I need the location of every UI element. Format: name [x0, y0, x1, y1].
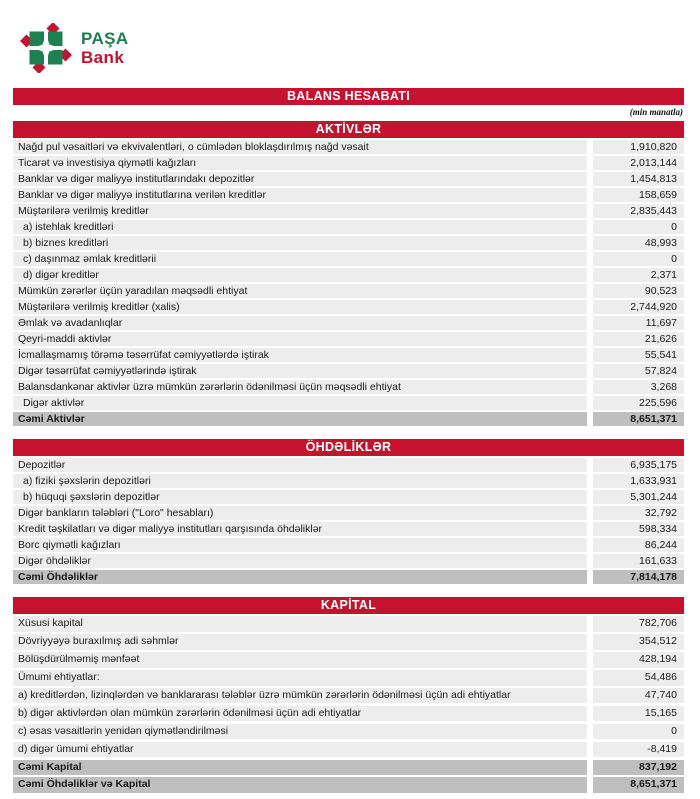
row-value: 428,194: [593, 652, 684, 668]
table-row: [13, 458, 684, 472]
unit-note: (min manatla): [629, 107, 683, 117]
row-label: Digər aktivlər: [13, 396, 587, 410]
table-row: [13, 522, 684, 536]
section-rows: [13, 458, 684, 584]
table-row: [13, 156, 684, 170]
row-label: Banklar və digər maliyyə institutlarına verilən kreditlər: [13, 188, 587, 202]
row-value: 158,659: [593, 188, 684, 202]
table-row: [13, 188, 684, 202]
row-value: 47,740: [593, 688, 684, 704]
sections-container: [13, 121, 684, 793]
row-value: 7,814,178: [593, 570, 684, 584]
row-label: Borc qiymətli kağızları: [13, 538, 587, 552]
row-label: a) fiziki şəxslərin depozitləri: [13, 474, 587, 488]
table-row: [13, 252, 684, 266]
report-title: BALANS HESABATI: [13, 88, 684, 105]
table-row: [13, 490, 684, 504]
row-value: 161,633: [593, 554, 684, 568]
row-label: İcmallaşmamış törəmə təsərrüfat cəmiyyətlərdə iştirak: [13, 348, 587, 362]
row-label: Ümumi ehtiyatlar:: [13, 670, 587, 686]
section-rows: [13, 140, 684, 426]
table-row: [13, 348, 684, 362]
row-label: c) əsas vəsaitlərin yenidən qiymətləndirilməsi: [13, 724, 587, 740]
table-row: [13, 204, 684, 218]
row-value: 2,371: [593, 268, 684, 282]
section-header: KAPİTAL: [13, 597, 684, 614]
total-row: [13, 412, 684, 426]
row-value: 32,792: [593, 506, 684, 520]
row-label: Cəmi Öhdəliklər: [13, 570, 587, 584]
table-row: [13, 616, 684, 632]
row-label: Mümkün zərərlər üçün yaradılan məqsədli ehtiyat: [13, 284, 587, 298]
row-value: 6,935,175: [593, 458, 684, 472]
row-label: Müştərilərə verilmiş kreditlər: [13, 204, 587, 218]
table-row: [13, 706, 684, 722]
row-value: 0: [593, 252, 684, 266]
row-value: 8,651,371: [593, 412, 684, 426]
row-value: 1,454,813: [593, 172, 684, 186]
row-label: b) digər aktivlərdən olan mümkün zərərlərin ödənilməsi üçün adi ehtiyatlar: [13, 706, 587, 722]
report-section: [13, 597, 684, 793]
table-row: [13, 652, 684, 668]
row-value: 837,192: [593, 760, 684, 776]
row-label: Cəmi Öhdəliklər və Kapital: [13, 777, 587, 793]
row-value: 8,651,371: [593, 777, 684, 793]
row-label: Digər öhdəliklər: [13, 554, 587, 568]
section-header: AKTİVLƏR: [13, 121, 684, 138]
row-value: -8,419: [593, 742, 684, 758]
row-value: 21,626: [593, 332, 684, 346]
row-value: 782,706: [593, 616, 684, 632]
row-label: c) daşınmaz əmlak kreditlərii: [13, 252, 587, 266]
table-row: [13, 688, 684, 704]
row-value: 1,910,820: [593, 140, 684, 154]
table-row: [13, 220, 684, 234]
table-row: [13, 364, 684, 378]
total-row: [13, 760, 684, 776]
row-label: a) kreditlərdən, lizinqlərdən və banklararası tələblər üzrə mümkün zərərlərin ödənilməsi üçün adi ehtiyatlar: [13, 688, 587, 704]
row-value: 1,633,931: [593, 474, 684, 488]
table-row: [13, 332, 684, 346]
table-row: [13, 634, 684, 650]
row-label: Digər təsərrüfat cəmiyyətlərində iştirak: [13, 364, 587, 378]
report-body: [0, 88, 700, 793]
row-value: 2,013,144: [593, 156, 684, 170]
report-section: [13, 121, 684, 426]
table-row: [13, 172, 684, 186]
bank-name-bottom: Bank: [81, 48, 125, 67]
row-value: 55,541: [593, 348, 684, 362]
table-row: [13, 474, 684, 488]
row-label: Nağd pul vəsaitləri və ekvivalentləri, o cümlədən bloklaşdırılmış nağd vəsait: [13, 140, 587, 154]
row-label: Kredit təşkilatları və digər maliyyə institutları qarşısında öhdəliklər: [13, 522, 587, 536]
table-row: [13, 538, 684, 552]
row-label: Ticarət və investisiya qiymətli kağızları: [13, 156, 587, 170]
row-label: Cəmi Kapital: [13, 760, 587, 776]
row-value: 598,334: [593, 522, 684, 536]
row-value: 2,744,920: [593, 300, 684, 314]
row-value: 48,993: [593, 236, 684, 250]
pasha-pinwheel-icon: [20, 23, 72, 73]
table-row: [13, 300, 684, 314]
table-row: [13, 316, 684, 330]
row-value: 11,697: [593, 316, 684, 330]
row-label: Qeyri-maddi aktivlər: [13, 332, 587, 346]
row-value: 225,596: [593, 396, 684, 410]
row-value: 90,523: [593, 284, 684, 298]
row-label: Dövriyyəyə buraxılmış adi səhmlər: [13, 634, 587, 650]
total-row: [13, 570, 684, 584]
report-section: [13, 439, 684, 584]
bank-name-top: PAŞA: [81, 28, 129, 48]
row-label: d) digər ümumi ehtiyatlar: [13, 742, 587, 758]
row-label: Müştərilərə verilmiş kreditlər (xalis): [13, 300, 587, 314]
bank-wordmark: [81, 29, 129, 67]
row-label: d) digər kreditlər: [13, 268, 587, 282]
row-label: Balansdankənar aktivlər üzrə mümkün zərərlərin ödənilməsi üçün məqsədli ehtiyat: [13, 380, 587, 394]
row-value: 0: [593, 724, 684, 740]
table-row: [13, 140, 684, 154]
row-label: Xüsusi kapital: [13, 616, 587, 632]
row-label: Bölüşdürülməmiş mənfəət: [13, 652, 587, 668]
row-value: 15,165: [593, 706, 684, 722]
row-value: 3,268: [593, 380, 684, 394]
row-value: 354,512: [593, 634, 684, 650]
row-label: Banklar və digər maliyyə institutlarındakı depozitlər: [13, 172, 587, 186]
table-row: [13, 396, 684, 410]
row-label: Əmlak və avadanlıqlar: [13, 316, 587, 330]
row-value: 57,824: [593, 364, 684, 378]
table-row: [13, 724, 684, 740]
row-value: 0: [593, 220, 684, 234]
row-value: 5,301,244: [593, 490, 684, 504]
total-row: [13, 777, 684, 793]
table-row: [13, 506, 684, 520]
table-row: [13, 554, 684, 568]
section-header: ÖHDƏLİKLƏR: [13, 439, 684, 456]
row-value: 54,486: [593, 670, 684, 686]
row-value: 2,835,443: [593, 204, 684, 218]
table-row: [13, 742, 684, 758]
bank-logo: [0, 0, 700, 72]
table-row: [13, 268, 684, 282]
table-row: [13, 284, 684, 298]
row-label: Depozitlər: [13, 458, 587, 472]
row-label: Digər bankların tələbləri ("Loro" hesabları): [13, 506, 587, 520]
table-row: [13, 236, 684, 250]
row-label: b) hüquqi şəxslərin depozitlər: [13, 490, 587, 504]
section-rows: [13, 616, 684, 793]
row-label: b) biznes kreditləri: [13, 236, 587, 250]
row-label: a) istehlak kreditləri: [13, 220, 587, 234]
row-label: Cəmi Aktivlər: [13, 412, 587, 426]
table-row: [13, 380, 684, 394]
table-row: [13, 670, 684, 686]
row-value: 86,244: [593, 538, 684, 552]
